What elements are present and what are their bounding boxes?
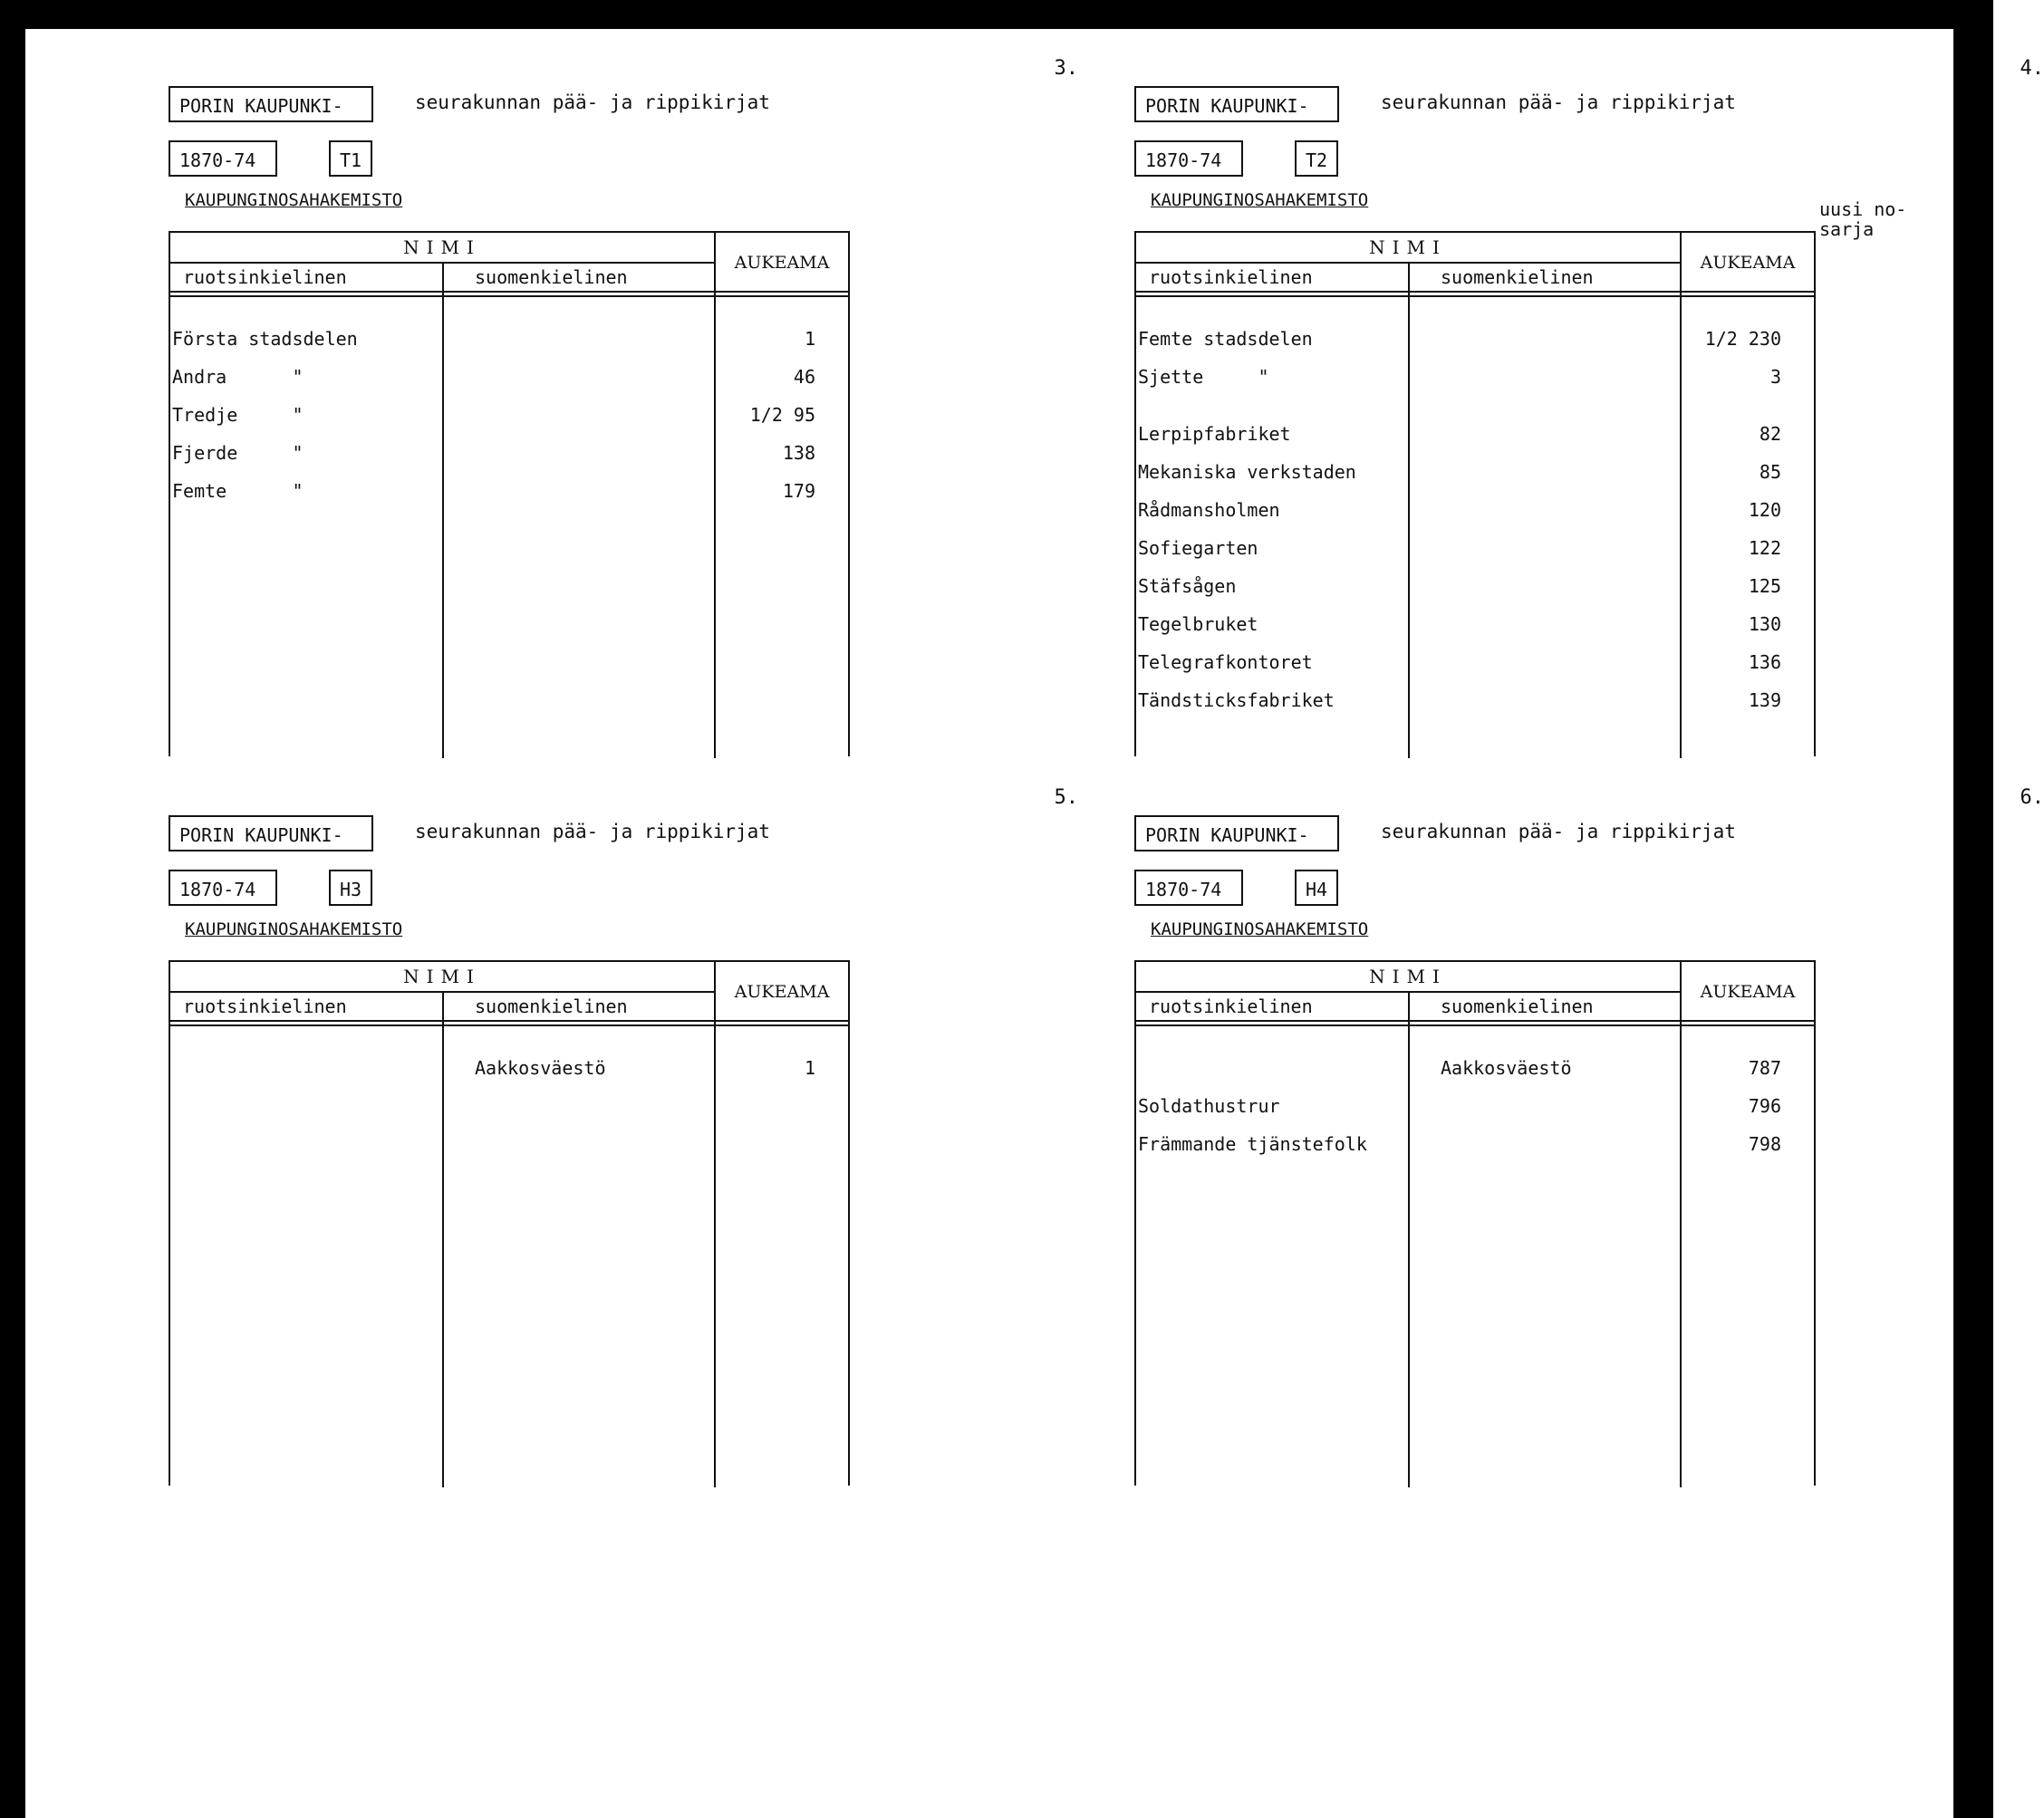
aukeama-value: 1 — [804, 328, 815, 350]
volume-code-box: T1 — [329, 140, 372, 177]
page-number: 6. — [2020, 786, 2044, 809]
volume-code-box: H4 — [1295, 870, 1338, 906]
header-swedish: ruotsinkielinen — [183, 266, 347, 288]
aukeama-value: 787 — [1748, 1057, 1781, 1079]
header-rule — [1136, 295, 1814, 297]
margin-note: uusi no- sarja — [1819, 198, 1907, 240]
aukeama-value: 179 — [782, 480, 815, 502]
parish-title-box: PORIN KAUPUNKI- — [169, 86, 373, 122]
swedish-name: Stäfsågen — [1138, 575, 1237, 597]
table-row — [1136, 366, 1814, 402]
header-swedish: ruotsinkielinen — [183, 996, 347, 1017]
header-rule — [1136, 1020, 1814, 1022]
table-row — [170, 366, 848, 402]
volume-code-box: T2 — [1295, 140, 1338, 177]
header-nimi: NIMI — [170, 962, 714, 993]
index-table — [169, 960, 850, 1486]
page-number: 4. — [2020, 57, 2044, 80]
column-divider — [714, 962, 716, 1487]
aukeama-value: 3 — [1769, 366, 1781, 388]
swedish-name: Rådmansholmen — [1138, 499, 1280, 521]
parish-title-rest: seurakunnan pää- ja rippikirjat — [415, 91, 770, 113]
header-finnish: suomenkielinen — [475, 996, 628, 1017]
swedish-name: Lerpipfabriket — [1138, 423, 1291, 445]
index-subtitle: KAUPUNGINOSAHAKEMISTO — [1151, 919, 1369, 939]
swedish-name: Tegelbruket — [1138, 613, 1258, 635]
header-swedish: ruotsinkielinen — [1149, 996, 1313, 1017]
aukeama-value: 82 — [1759, 423, 1781, 445]
header-rule — [170, 1020, 848, 1022]
header-rule — [170, 295, 848, 297]
aukeama-value: 46 — [793, 366, 815, 388]
header-rule — [170, 1024, 848, 1026]
finnish-name: Aakkosväestö — [1441, 1057, 1572, 1079]
parish-title-rest: seurakunnan pää- ja rippikirjat — [1381, 821, 1736, 842]
table-row — [170, 480, 848, 516]
table-row — [1136, 1133, 1814, 1169]
page-number: 5. — [1054, 786, 1078, 809]
header-rule — [1136, 291, 1814, 293]
swedish-name: Telegrafkontoret — [1138, 651, 1313, 673]
swedish-name: Femte stadsdelen — [1138, 328, 1313, 350]
year-range-box: 1870-74 — [1134, 870, 1243, 906]
scan-border-left — [0, 0, 25, 1818]
column-divider — [1680, 962, 1682, 1487]
table-row — [1136, 689, 1814, 726]
swedish-name: Femte " — [172, 480, 304, 502]
table-row — [170, 1057, 848, 1093]
header-rule — [170, 291, 848, 293]
aukeama-value: 85 — [1759, 461, 1781, 483]
aukeama-value: 139 — [1748, 689, 1781, 711]
header-aukeama: AUKEAMA — [734, 253, 830, 273]
swedish-name: Soldathustrur — [1138, 1095, 1280, 1117]
scan-border-top — [0, 0, 1993, 29]
year-range-box: 1870-74 — [169, 140, 277, 177]
swedish-name: Främmande tjänstefolk — [1138, 1133, 1367, 1155]
parish-title-box: PORIN KAUPUNKI- — [169, 815, 373, 851]
table-row — [1136, 1095, 1814, 1131]
aukeama-value: 796 — [1748, 1095, 1781, 1117]
table-row — [170, 404, 848, 440]
swedish-name: Mekaniska verkstaden — [1138, 461, 1356, 483]
table-row — [170, 328, 848, 364]
parish-title-rest: seurakunnan pää- ja rippikirjat — [1381, 91, 1736, 113]
parish-title-rest: seurakunnan pää- ja rippikirjat — [415, 821, 770, 842]
table-row — [1136, 423, 1814, 459]
aukeama-value: 1/2 95 — [749, 404, 815, 426]
swedish-name: Första stadsdelen — [172, 328, 358, 350]
aukeama-value: 1/2 230 — [1704, 328, 1781, 350]
table-row — [170, 442, 848, 478]
header-nimi: NIMI — [170, 233, 714, 264]
header-finnish: suomenkielinen — [475, 266, 628, 288]
index-page-3 — [154, 779, 1078, 1495]
swedish-name: Tändsticksfabriket — [1138, 689, 1335, 711]
header-swedish: ruotsinkielinen — [1149, 266, 1313, 288]
index-subtitle: KAUPUNGINOSAHAKEMISTO — [1151, 190, 1369, 210]
table-row — [1136, 651, 1814, 688]
table-row — [1136, 613, 1814, 649]
swedish-name: Tredje " — [172, 404, 304, 426]
swedish-name: Sjette " — [1138, 366, 1269, 388]
header-finnish: suomenkielinen — [1441, 996, 1594, 1017]
aukeama-value: 1 — [804, 1057, 815, 1079]
aukeama-value: 136 — [1748, 651, 1781, 673]
page-number: 3. — [1054, 57, 1078, 80]
swedish-name: Fjerde " — [172, 442, 304, 464]
year-range-box: 1870-74 — [169, 870, 277, 906]
table-row — [1136, 537, 1814, 573]
index-page-4 — [1120, 779, 2044, 1495]
table-row — [1136, 575, 1814, 611]
parish-title-box: PORIN KAUPUNKI- — [1134, 815, 1339, 851]
header-rule — [1136, 1024, 1814, 1026]
index-page-2 — [1120, 50, 2044, 765]
header-aukeama: AUKEAMA — [734, 982, 830, 1002]
index-subtitle: KAUPUNGINOSAHAKEMISTO — [185, 919, 403, 939]
header-aukeama: AUKEAMA — [1700, 982, 1796, 1002]
header-finnish: suomenkielinen — [1441, 266, 1594, 288]
header-aukeama: AUKEAMA — [1700, 253, 1796, 273]
finnish-name: Aakkosväestö — [475, 1057, 606, 1079]
swedish-name: Andra " — [172, 366, 304, 388]
header-nimi: NIMI — [1136, 962, 1680, 993]
aukeama-value: 798 — [1748, 1133, 1781, 1155]
index-table — [1134, 960, 1816, 1486]
table-row — [1136, 328, 1814, 364]
aukeama-value: 120 — [1748, 499, 1781, 521]
table-row — [1136, 1057, 1814, 1093]
swedish-name: Sofiegarten — [1138, 537, 1258, 559]
index-table — [1134, 231, 1816, 756]
aukeama-value: 130 — [1748, 613, 1781, 635]
index-subtitle: KAUPUNGINOSAHAKEMISTO — [185, 190, 403, 210]
year-range-box: 1870-74 — [1134, 140, 1243, 177]
index-table — [169, 231, 850, 756]
table-row — [1136, 461, 1814, 497]
index-page-1 — [154, 50, 1078, 765]
parish-title-box: PORIN KAUPUNKI- — [1134, 86, 1339, 122]
aukeama-value: 138 — [782, 442, 815, 464]
aukeama-value: 125 — [1748, 575, 1781, 597]
table-row — [1136, 499, 1814, 535]
aukeama-value: 122 — [1748, 537, 1781, 559]
volume-code-box: H3 — [329, 870, 372, 906]
header-nimi: NIMI — [1136, 233, 1680, 264]
